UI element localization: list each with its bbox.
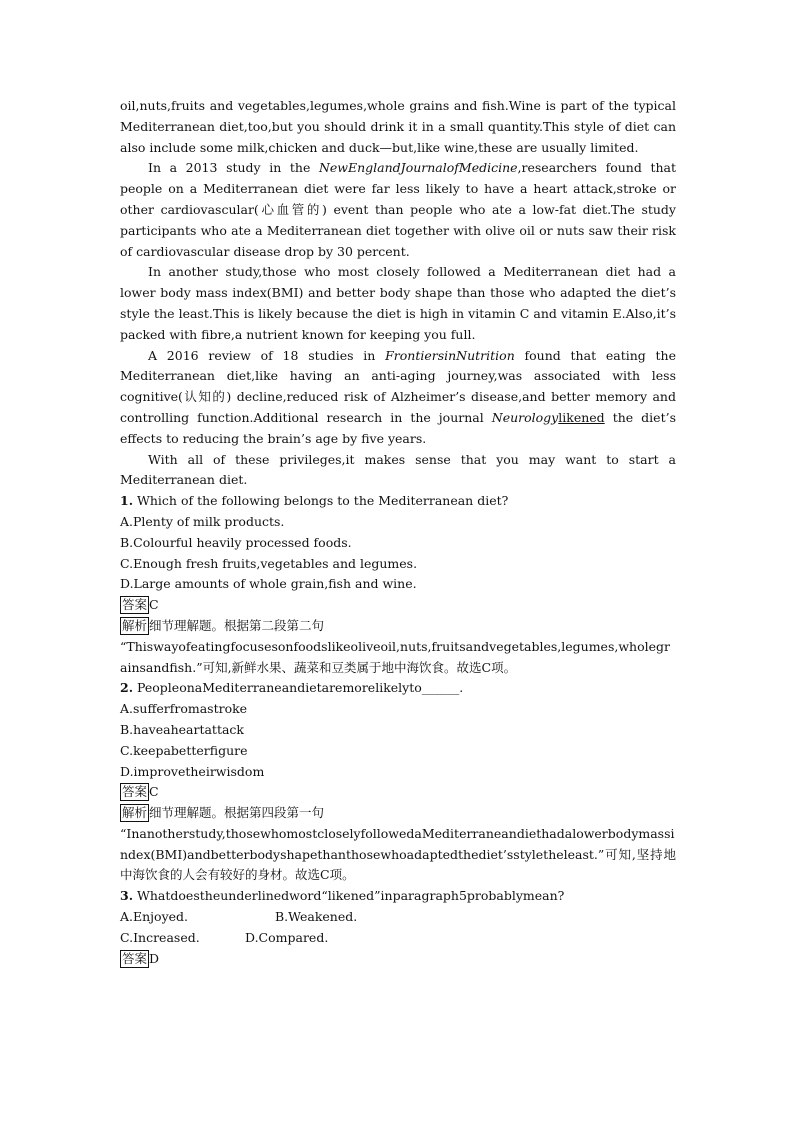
question-3-answer [120,949,676,970]
question-3-options-row-1 [120,907,676,928]
question-2-option-a: A.sufferfromastroke [120,701,248,717]
text-span: 细节理解题。根据第二段第二句 [149,617,325,633]
text-span: PeopleonaMediterraneandietaremorelikelyto______. [133,680,464,696]
question-2-stem [120,678,676,699]
question-1-option-a: A.Plenty of milk products. [120,513,285,529]
text-span: 细节理解题。根据第四段第一句 [149,805,325,821]
question-2-analysis-detail: “Inanotherstudy,thosewhomostcloselyfollowedaMediterraneandiethadalowerbodymassindex(BMI)andbetterbodyshapethanthosewhoadaptedthediet’sstyletheleast.”可知,坚持地中海饮食的人会有较好的身材。故选C项。 [120,825,676,883]
passage-paragraph-2 [120,158,676,262]
text-span: ,researchers found that people on a Mediterranean diet were far less likely to have a heart attack,stroke or other cardiovascular(心血管的) event than people who ate a low-fat diet.The study participants who ate a Mediterranean diet together with olive oil or nuts saw their risk of cardiovascular disease drop by 30 percent. [120,160,676,259]
answer-value: C [149,597,159,613]
question-1-analysis-detail: “Thiswayofeatingfocusesonfoodslikeoliveoil,nuts,fruitsandvegetables,legumes,wholegrainsandfish.”可知,新鲜水果、蔬菜和豆类属于地中海饮食。故选C项。 [120,638,670,675]
question-number: 1. [120,493,134,509]
question-2-answer [120,782,676,803]
analysis-tag: 解析 [122,617,148,633]
question-2-option-c: C.keepabetterfigure [120,742,248,758]
question-2-analysis [120,803,676,824]
journal-title: Neurology [491,409,559,425]
analysis-tag: 解析 [122,805,148,821]
answer-tag: 答案 [122,950,148,966]
question-1-option-b: B.Colourful heavily processed foods. [120,534,352,550]
text-span: A 2016 review of 18 studies in [148,347,386,363]
text-span: Which of the following belongs to the Mediterranean diet? [133,493,509,509]
question-1-option-d: D.Large amounts of whole grain,fish and wine. [120,576,417,592]
journal-title: NewEnglandJournalofMedicine [318,160,518,176]
question-number: 2. [120,680,134,696]
journal-title: FrontiersinNutrition [385,347,515,363]
question-1-option-c: C.Enough fresh fruits,vegetables and legumes. [120,555,418,571]
question-3-option-a: A.Enjoyed. [120,909,189,925]
text-span: the diet’s effects to reducing the brain’s age by five years. [120,409,676,446]
passage-paragraph-4 [120,346,676,450]
question-3-option-d: D.Compared. [245,929,329,945]
question-3-option-c: C.Increased. [120,929,200,945]
passage-paragraph-3: In another study,those who most closely followed a Mediterranean diet had a lower body mass index(BMI) and better body shape than those who adapted the diet’s style the least.This is likely because the diet is high in vitamin C and vitamin E.Also,it’s packed with fibre,a nutrient known for keeping you full. [120,264,676,342]
question-1-answer [120,595,676,616]
answer-value: C [149,784,159,800]
passage-paragraph-1: oil,nuts,fruits and vegetables,legumes,whole grains and fish.Wine is part of the typical Mediterranean diet,too,but you should drink it in a small quantity.This style of diet can also include some milk,chicken and duck—but,like wine,these are usually limited. [120,98,676,155]
question-number: 3. [120,888,134,904]
text-span: found that eating the Mediterranean diet,like having an anti-aging journey,was associated with less cognitive(认知的) decline,reduced risk of Alzheimer’s disease,and better memory and controlling function.Additional research in the journal [120,347,676,425]
passage-paragraph-5: With all of these privileges,it makes sense that you may want to start a Mediterranean diet. [120,451,676,488]
answer-tag: 答案 [122,597,148,613]
question-2-option-b: B.haveaheartattack [120,721,244,737]
question-2-option-d: D.improvetheirwisdom [120,763,265,779]
underlined-word: likened [558,409,605,425]
question-3-option-b: B.Weakened. [275,909,358,925]
answer-tag: 答案 [122,784,148,800]
text-span: Whatdoestheunderlinedword“likened”inparagraph5probablymean? [133,888,565,904]
text-span: In a 2013 study in the [148,160,319,176]
document-page [120,96,676,969]
question-1-analysis [120,616,676,637]
question-3-stem [120,886,676,907]
answer-value: D [149,950,160,966]
question-1-stem [120,491,676,512]
question-3-options-row-2 [120,928,676,949]
